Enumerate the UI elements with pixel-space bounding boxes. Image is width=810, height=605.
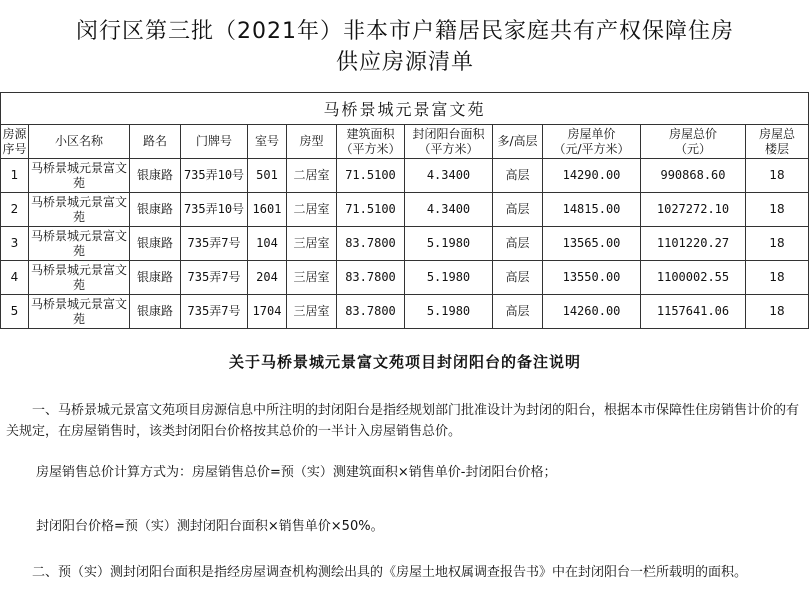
table-cell: 2 — [1, 193, 29, 227]
table-cell: 104 — [248, 227, 287, 261]
column-header — [337, 125, 405, 159]
column-header-line: （元） — [674, 141, 711, 156]
column-header-line: 小区名称 — [54, 134, 103, 148]
table-cell: 5 — [1, 295, 29, 329]
column-header-line: 房型 — [299, 134, 324, 148]
table-cell: 83.7800 — [337, 227, 405, 261]
table-cell: 204 — [248, 261, 287, 295]
table-cell: 马桥景城元景富文苑 — [29, 227, 130, 261]
table-row — [1, 227, 809, 261]
column-header — [405, 125, 493, 159]
column-header-line: 路名 — [142, 134, 167, 148]
table-cell: 银康路 — [130, 227, 181, 261]
table-cell: 银康路 — [130, 159, 181, 193]
column-header — [746, 125, 809, 159]
table-cell: 18 — [746, 193, 809, 227]
housing-listing-table — [0, 92, 809, 329]
table-cell: 银康路 — [130, 193, 181, 227]
title-line-2: 供应房源清单 — [335, 50, 474, 75]
table-cell: 高层 — [493, 295, 543, 329]
table-cell: 18 — [746, 295, 809, 329]
table-cell: 高层 — [493, 193, 543, 227]
column-header — [1, 125, 29, 159]
table-cell: 14815.00 — [543, 193, 641, 227]
table-cell: 三居室 — [287, 261, 337, 295]
table-cell: 4.3400 — [405, 193, 493, 227]
table-cell: 735弄10号 — [181, 159, 248, 193]
table-cell: 1027272.10 — [641, 193, 746, 227]
table-cell: 5.1980 — [405, 261, 493, 295]
column-header — [248, 125, 287, 159]
table-cell: 71.5100 — [337, 193, 405, 227]
column-header — [130, 125, 181, 159]
table-cell: 735弄7号 — [181, 295, 248, 329]
table-cell: 18 — [746, 159, 809, 193]
table-cell: 马桥景城元景富文苑 — [29, 261, 130, 295]
table-cell: 马桥景城元景富文苑 — [29, 193, 130, 227]
table-cell: 三居室 — [287, 227, 337, 261]
notes-paragraph-3: 封闭阳台价格=预（实）测封闭阳台面积×销售单价×50%。 — [36, 519, 384, 534]
table-cell: 735弄10号 — [181, 193, 248, 227]
column-header — [287, 125, 337, 159]
document-title — [0, 0, 810, 92]
column-header — [493, 125, 543, 159]
column-header-line: 序号 — [2, 141, 27, 156]
table-cell: 1101220.27 — [641, 227, 746, 261]
column-header — [29, 125, 130, 159]
title-line-1: 闵行区第三批（2021年）非本市户籍居民家庭共有产权保障住房 — [76, 19, 734, 44]
table-cell: 1157641.06 — [641, 295, 746, 329]
column-header-line: 房屋总价 — [668, 126, 717, 141]
table-cell: 银康路 — [130, 295, 181, 329]
table-cell: 990868.60 — [641, 159, 746, 193]
table-cell: 18 — [746, 227, 809, 261]
notes-paragraph-1: 一、马桥景城元景富文苑项目房源信息中所注明的封闭阳台是指经规划部门批准设计为封闭的阳台，根据本市保障性住房销售计价的有关规定，在房屋销售时，该类封闭阳台价格按其总价的一半计入房屋销售总价。 — [6, 403, 800, 439]
notes-paragraph-2: 房屋销售总价计算方式为：房屋销售总价=预（实）测建筑面积×销售单价-封闭阳台价格； — [36, 465, 557, 480]
table-cell: 14290.00 — [543, 159, 641, 193]
notes-heading: 关于马桥景城元景富文苑项目封闭阳台的备注说明 — [228, 353, 581, 371]
column-header — [641, 125, 746, 159]
column-header-line: （平方米） — [418, 141, 479, 156]
notes-section — [0, 340, 810, 605]
table-cell: 1100002.55 — [641, 261, 746, 295]
table-cell: 高层 — [493, 227, 543, 261]
table-cell: 4 — [1, 261, 29, 295]
column-header-line: （平方米） — [340, 141, 401, 156]
table-cell: 高层 — [493, 261, 543, 295]
table-cell: 1 — [1, 159, 29, 193]
table-row — [1, 159, 809, 193]
table-cell: 银康路 — [130, 261, 181, 295]
table-cell: 13565.00 — [543, 227, 641, 261]
column-header — [181, 125, 248, 159]
table-cell: 5.1980 — [405, 295, 493, 329]
column-header-line: 房源 — [2, 126, 27, 141]
table-cell: 1601 — [248, 193, 287, 227]
table-row — [1, 193, 809, 227]
table-row — [1, 295, 809, 329]
table-subtitle: 马桥景城元景富文苑 — [1, 93, 809, 125]
table-cell: 二居室 — [287, 193, 337, 227]
column-header-line: 封闭阳台面积 — [412, 126, 485, 141]
table-cell: 735弄7号 — [181, 227, 248, 261]
table-cell: 83.7800 — [337, 295, 405, 329]
table-cell: 4.3400 — [405, 159, 493, 193]
column-header-line: （元/平方米） — [553, 141, 630, 156]
table-cell: 83.7800 — [337, 261, 405, 295]
table-cell: 马桥景城元景富文苑 — [29, 295, 130, 329]
table-cell: 3 — [1, 227, 29, 261]
table-header-row — [1, 125, 809, 159]
column-header-line: 房屋单价 — [567, 126, 616, 141]
table-cell: 三居室 — [287, 295, 337, 329]
column-header-line: 门牌号 — [195, 134, 232, 148]
table-cell: 71.5100 — [337, 159, 405, 193]
column-header-line: 室号 — [254, 134, 279, 148]
table-cell: 二居室 — [287, 159, 337, 193]
table-cell: 13550.00 — [543, 261, 641, 295]
table-cell: 1704 — [248, 295, 287, 329]
column-header — [543, 125, 641, 159]
table-cell: 14260.00 — [543, 295, 641, 329]
column-header-line: 房屋总 — [759, 126, 796, 141]
column-header-line: 多/高层 — [497, 134, 538, 148]
table-cell: 735弄7号 — [181, 261, 248, 295]
table-row — [1, 261, 809, 295]
column-header-line: 楼层 — [765, 141, 790, 156]
column-header-line: 建筑面积 — [346, 126, 395, 141]
table-cell: 5.1980 — [405, 227, 493, 261]
table-cell: 18 — [746, 261, 809, 295]
notes-paragraph-4: 二、预（实）测封闭阳台面积是指经房屋调查机构测绘出具的《房屋土地权属调查报告书》中在封闭阳台一栏所载明的面积。 — [32, 565, 748, 580]
table-cell: 501 — [248, 159, 287, 193]
table-cell: 高层 — [493, 159, 543, 193]
table-cell: 马桥景城元景富文苑 — [29, 159, 130, 193]
